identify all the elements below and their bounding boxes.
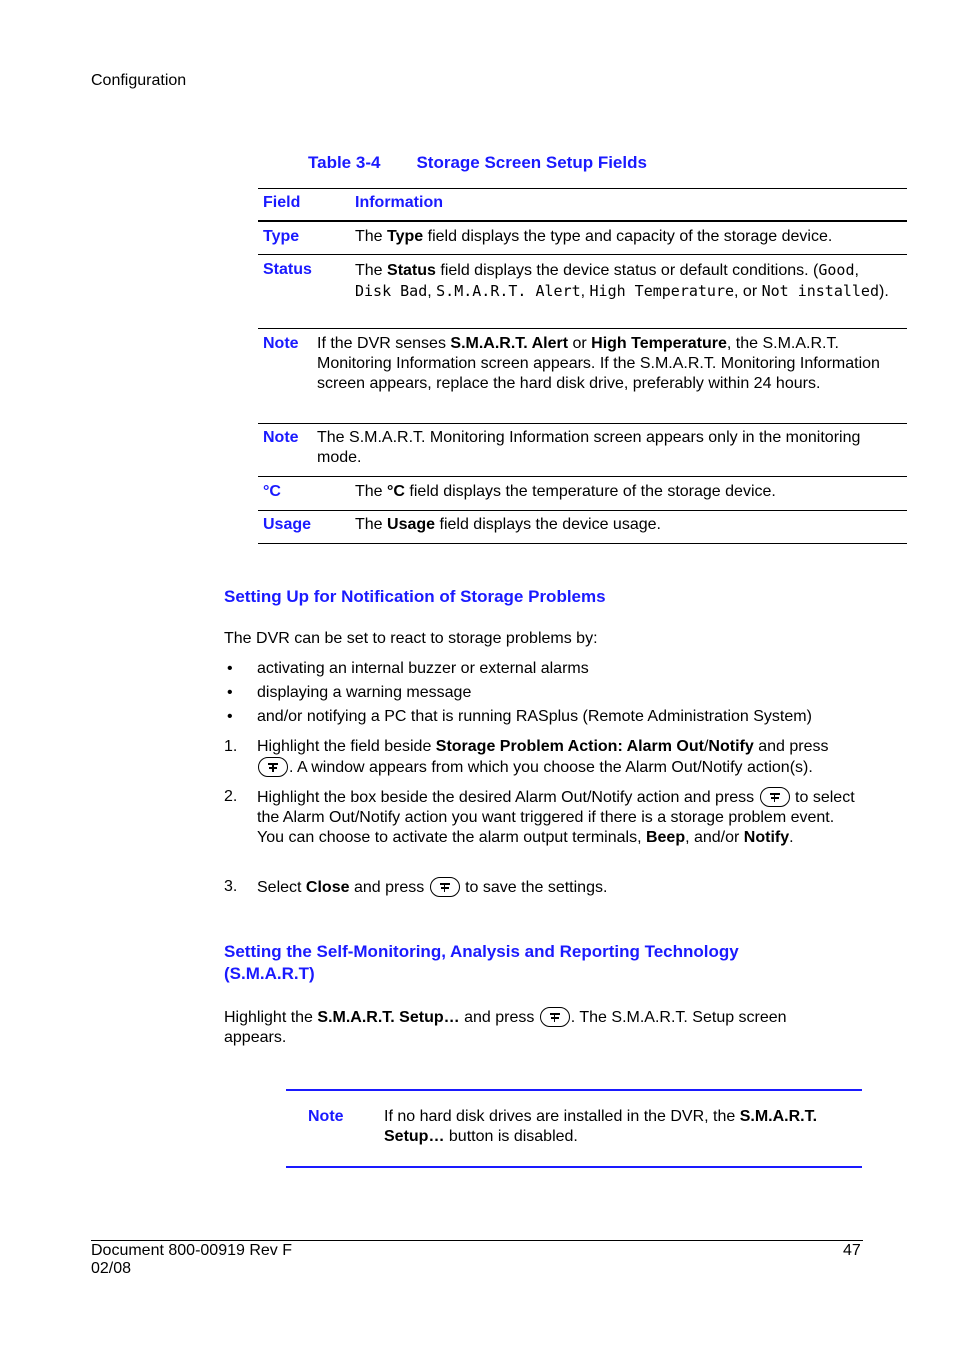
section-body: Highlight the S.M.A.R.T. Setup… and press . The S.M.A.R.T. Setup screen appears. bbox=[224, 1009, 787, 1046]
field-status: Status bbox=[263, 261, 312, 278]
page-number: 47 bbox=[843, 1242, 861, 1259]
step-number: 1. bbox=[224, 738, 238, 755]
info-status: The Status field displays the device status or default conditions. (Good, Disk Bad, S.M.A.R.T. Alert, High Temperature, or Not installed). bbox=[355, 261, 889, 300]
section-intro: The DVR can be set to react to storage problems by: bbox=[224, 630, 598, 647]
note-box-bottom-rule bbox=[286, 1166, 862, 1168]
step-text: Highlight the box beside the desired Alarm Out/Notify action and press to select the Alarm Out/Notify action you want triggered if there is a storage problem event. You can choose to activate the alarm output terminals, Beep, and/or Notify. bbox=[257, 789, 855, 846]
note-text: The S.M.A.R.T. Monitoring Information screen appears only in the monitoring mode. bbox=[317, 429, 861, 466]
table-bottom-rule bbox=[258, 543, 907, 544]
note-box-text: If no hard disk drives are installed in the DVR, the S.M.A.R.T. Setup… button is disabled. bbox=[384, 1108, 818, 1145]
field-type: Type bbox=[263, 228, 300, 245]
info-usage: The Usage field displays the device usage. bbox=[355, 516, 661, 533]
note-box-label: Note bbox=[308, 1108, 344, 1125]
section-heading: Setting Up for Notification of Storage Problems bbox=[224, 587, 606, 606]
col-header-info: Information bbox=[355, 194, 443, 211]
enter-key-icon bbox=[540, 1007, 570, 1027]
enter-key-icon bbox=[430, 877, 460, 897]
section-heading-cont: (S.M.A.R.T) bbox=[224, 964, 315, 983]
enter-key-icon bbox=[258, 757, 288, 777]
table-rule bbox=[258, 328, 907, 329]
field-temperature: °C bbox=[263, 483, 281, 500]
bullet-marker: • bbox=[227, 660, 233, 677]
step-number: 3. bbox=[224, 878, 238, 895]
bullet-marker: • bbox=[227, 684, 233, 701]
table-rule bbox=[258, 476, 907, 477]
table-caption bbox=[308, 153, 647, 173]
table-rule bbox=[258, 254, 907, 255]
field-usage: Usage bbox=[263, 516, 312, 533]
bullet-item: displaying a warning message bbox=[257, 684, 472, 701]
bullet-item: activating an internal buzzer or external alarms bbox=[257, 660, 589, 677]
bullet-item: and/or notifying a PC that is running RASplus (Remote Administration System) bbox=[257, 708, 812, 725]
table-header-rule bbox=[258, 220, 907, 222]
step-number: 2. bbox=[224, 788, 238, 805]
note-label: Note bbox=[263, 335, 299, 352]
bullet-marker: • bbox=[227, 708, 233, 725]
step-text: Select Close and press to save the settings. bbox=[257, 879, 608, 896]
page-header: Configuration bbox=[91, 72, 187, 89]
table-title: Storage Screen Setup Fields bbox=[416, 153, 647, 172]
step-text: Highlight the field beside Storage Problem Action: Alarm Out/Notify and press . A window appears from which you choose the Alarm Out/Notify action(s). bbox=[257, 738, 829, 776]
note-box-top-rule bbox=[286, 1089, 862, 1091]
info-temperature: The °C field displays the temperature of the storage device. bbox=[355, 483, 776, 500]
table-rule bbox=[258, 510, 907, 511]
note-text: If the DVR senses S.M.A.R.T. Alert or High Temperature, the S.M.A.R.T. Monitoring Information screen appears. If the S.M.A.R.T. Monitoring Information screen appears, replace the hard disk drive, preferably within 24 hours. bbox=[317, 335, 880, 392]
table-rule bbox=[258, 423, 907, 424]
info-type: The Type field displays the type and capacity of the storage device. bbox=[355, 228, 833, 245]
col-header-field: Field bbox=[263, 194, 301, 211]
enter-key-icon bbox=[760, 787, 790, 807]
footer-date: 02/08 bbox=[91, 1260, 132, 1277]
section-heading: Setting the Self-Monitoring, Analysis and Reporting Technology bbox=[224, 942, 739, 961]
note-label: Note bbox=[263, 429, 299, 446]
footer-document: Document 800-00919 Rev F bbox=[91, 1242, 292, 1259]
table-number: Table 3-4 bbox=[308, 153, 381, 172]
table-top-rule bbox=[258, 188, 907, 189]
